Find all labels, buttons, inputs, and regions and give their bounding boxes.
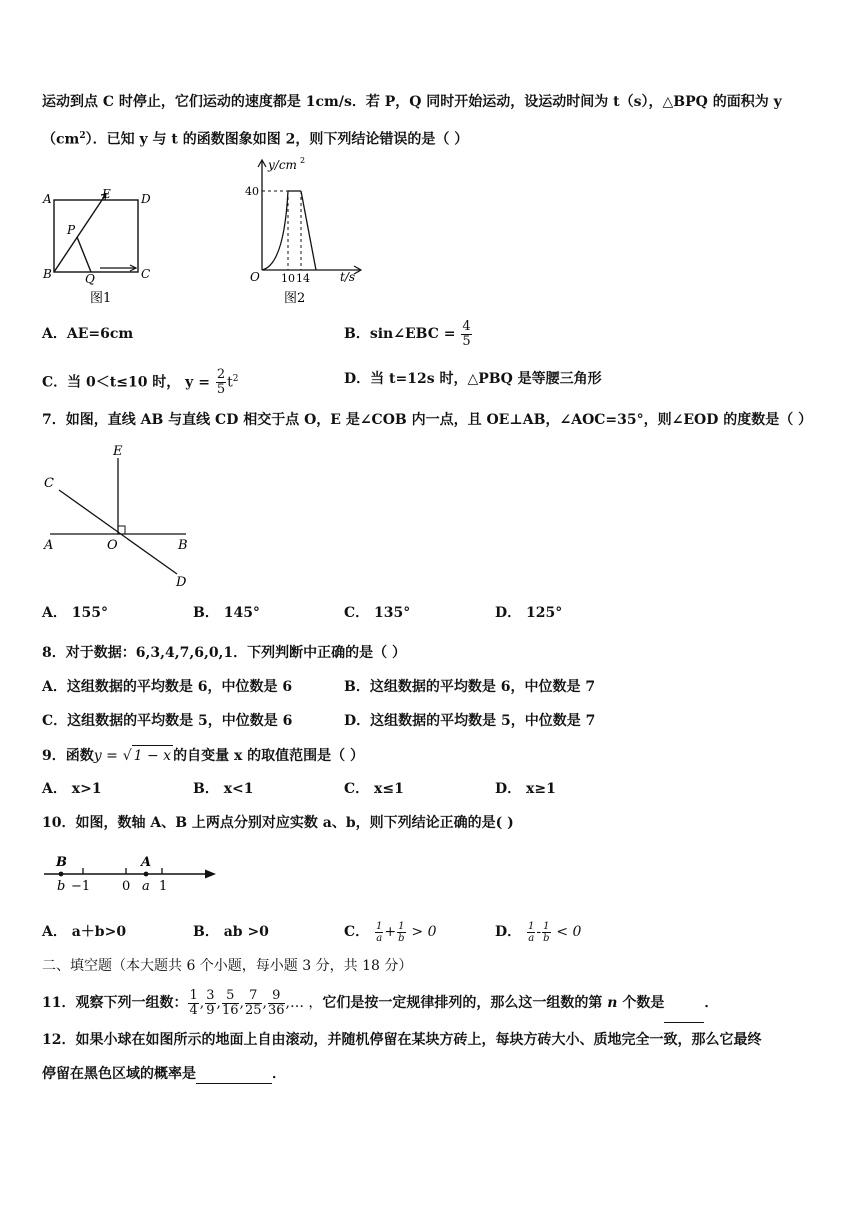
fig2-tick-40: 40 (245, 185, 259, 198)
q10-c-f2-den: b (398, 932, 405, 944)
q6-option-b (344, 314, 473, 354)
fig1-label-A: A (43, 192, 52, 206)
q11-fraction-den: 9 (206, 1002, 215, 1018)
q10-option-d-frac1 (527, 921, 535, 944)
q9-option-c: C． x≤1 (344, 781, 404, 797)
q10-option-c-frac2 (397, 921, 405, 944)
q10-option-d (495, 914, 581, 950)
q10-label-a: a (142, 879, 150, 894)
q10-d-f1-den: a (528, 932, 535, 944)
q9-option-d: D． x≥1 (495, 781, 556, 797)
fig2-tick-10: 10 (281, 272, 295, 285)
q6-option-c-den: 5 (216, 382, 226, 398)
q6-option-b-num: 4 (462, 318, 471, 334)
q11-fraction (205, 989, 215, 1018)
q6-figure-2 (240, 155, 370, 335)
q10-d-f2-num: 1 (543, 920, 550, 932)
q11-comma: , (262, 995, 267, 1011)
q12-line2-text: 停留在黑色区域的概率是 (42, 1066, 196, 1082)
q6-line1: 运动到点 C 时停止，它们运动的速度都是 1cm/s．若 P，Q 同时开始运动，设运动时间为 t（s），△BPQ 的面积为 y (42, 94, 782, 110)
q6-line2 (42, 126, 468, 150)
q10-d-post: < 0 (556, 924, 582, 940)
q8-option-b: B．这组数据的平均数是 6，中位数是 7 (344, 679, 596, 695)
q11-pre: 11．观察下列一组数： (42, 995, 188, 1011)
q7-label-C: C (44, 476, 54, 491)
q7-stem: 7．如图，直线 AB 与直线 CD 相交于点 O，E 是∠COB 内一点，且 OE⊥AB，∠AOC=35°，则∠EOD 的度数是（ ） (42, 412, 813, 428)
q6-option-c-t: t (227, 374, 233, 391)
q6-option-a: A．AE=6cm (42, 326, 134, 342)
q7-label-D: D (176, 575, 187, 590)
q11-end: ． (704, 995, 719, 1011)
q12-end: ． (272, 1066, 286, 1082)
q10-tick-1: 1 (159, 879, 168, 894)
q11-fraction-den: 25 (244, 1002, 262, 1018)
q11-post-b: 个数是 (617, 995, 665, 1011)
q12-line1: 12．如果小球在如图所示的地面上自由滚动，并随机停留在某块方砖上，每块方砖大小、质地完全一致，那么它最终 (42, 1032, 762, 1048)
fig2-xlabel: t/s (340, 270, 356, 284)
q11-comma: , (216, 995, 221, 1011)
q11-fraction-num: 9 (268, 989, 285, 1004)
q11-fraction (222, 989, 239, 1018)
q11-fraction-num: 3 (206, 987, 215, 1003)
q12-answer-blank[interactable] (196, 1065, 272, 1084)
fig2-origin: O (250, 270, 260, 284)
q10-option-d-label: D． (495, 924, 522, 940)
q10-c-op: + (384, 924, 397, 940)
q8-option-c: C．这组数据的平均数是 5，中位数是 6 (42, 713, 293, 729)
q10-stem: 10．如图，数轴 A、B 上两点分别对应实数 a、b，则下列结论正确的是( ) (42, 815, 514, 831)
q11-fraction-den: 36 (267, 1002, 285, 1018)
q7-label-A: A (44, 538, 54, 553)
fig1-label-C: C (141, 267, 151, 281)
q12-line2 (42, 1064, 286, 1084)
q6-option-c-num: 2 (216, 367, 226, 383)
q7-figure (40, 440, 200, 595)
q10-c-f1-num: 1 (376, 920, 383, 932)
q11-answer-blank[interactable] (664, 998, 704, 1023)
q11-fraction-den: 16 (221, 1002, 239, 1018)
q6-option-c-fraction (216, 368, 226, 397)
q8-option-d: D．这组数据的平均数是 5，中位数是 7 (344, 713, 596, 729)
q9-stem-pre: 9．函数 (42, 748, 94, 764)
q6-option-c (42, 359, 238, 403)
fig2-ylabel-sup: 2 (300, 156, 306, 165)
q11-fraction (245, 989, 262, 1018)
q10-number-line (40, 850, 225, 898)
fig2-caption: 图2 (284, 291, 306, 306)
q7-option-a: A． 155° (42, 605, 108, 621)
fig1-label-E: E (102, 187, 111, 201)
q9-option-b: B． x<1 (193, 781, 254, 797)
q6-line2-b: ）．已知 y 与 t 的函数图象如图 2，则下列结论错误的是（ ） (85, 131, 469, 148)
q11-n: n (607, 995, 618, 1011)
q11-post-a: 它们是按一定规律排列的，那么这一组数的第 (322, 995, 608, 1011)
q6-option-b-text: B．sin∠EBC = (344, 326, 456, 342)
q7-label-O: O (107, 538, 118, 553)
q6-option-c-sup: 2 (232, 374, 239, 384)
fig2-ylabel: y/cm (268, 158, 297, 172)
q11-fraction (188, 989, 198, 1018)
q10-d-f1-num: 1 (528, 920, 535, 932)
q7-label-B: B (178, 538, 188, 553)
q10-option-a: A． a＋b>0 (42, 924, 127, 940)
q7-option-d: D． 125° (495, 605, 563, 621)
q9-option-a: A． x>1 (42, 781, 102, 797)
q6-option-c-text: C．当 0＜t≤10 时， y = (42, 374, 210, 391)
q9-stem: 9．函数y = √ 1 − x 的自变量 x 的取值范围是（ ） (42, 745, 364, 766)
q8-stem: 8．对于数据：6,3,4,7,6,0,1．下列判断中正确的是（ ） (42, 645, 407, 661)
q10-c-f2-num: 1 (398, 920, 405, 932)
q6-option-d: D．当 t=12s 时，△PBQ 是等腰三角形 (344, 371, 602, 387)
q7-option-b: B． 145° (193, 605, 260, 621)
q11-comma: , (239, 995, 244, 1011)
q10-option-b: B． ab >0 (193, 924, 269, 940)
q10-option-d-frac2 (542, 921, 550, 944)
q7-option-c: C． 135° (344, 605, 411, 621)
q11-ellipsis: ,… ， (285, 995, 323, 1011)
q10-c-f1-den: a (376, 932, 383, 944)
q6-option-b-fraction (461, 320, 471, 349)
q8-option-a: A．这组数据的平均数是 6，中位数是 6 (42, 679, 293, 695)
q11-fraction (268, 989, 285, 1018)
q9-func-y: y = (93, 748, 118, 764)
fig1-label-P: P (67, 223, 76, 237)
fig1-label-D: D (141, 192, 151, 206)
q10-d-f2-den: b (543, 932, 550, 944)
q10-option-c-label: C． (344, 924, 370, 940)
q10-option-c-frac1 (375, 921, 383, 944)
fig2-tick-14: 14 (296, 272, 310, 285)
q7-label-E: E (113, 444, 123, 459)
q11-fraction-num: 5 (222, 989, 239, 1004)
q11-fraction-den: 4 (189, 1002, 198, 1018)
q10-c-post: > 0 (411, 924, 437, 940)
q10-label-b: b (57, 879, 66, 894)
fig1-label-Q: Q (85, 272, 95, 286)
q10-tick-0: 0 (122, 879, 131, 894)
q11-fraction-list (187, 987, 285, 1018)
q10-tick-minus1: −1 (71, 879, 91, 894)
q11-fraction-num: 1 (189, 987, 198, 1003)
q9-stem-post: 的自变量 x 的取值范围是（ ） (173, 748, 365, 764)
q10-option-c (344, 914, 436, 950)
section-2-heading: 二、填空题（本大题共 6 个小题，每小题 3 分，共 18 分） (42, 958, 413, 974)
q10-d-op: - (536, 924, 542, 940)
q11-comma: , (199, 995, 205, 1011)
fig1-caption: 图1 (90, 291, 112, 306)
q11-fraction-num: 7 (245, 989, 262, 1004)
q9-func-radicand: 1 − x (132, 745, 173, 766)
q10-label-A: A (141, 855, 152, 870)
q6-line2-sup: 2 (79, 131, 86, 141)
q6-figure-1 (40, 180, 170, 310)
q10-label-B: B (56, 855, 67, 870)
q6-option-b-den: 5 (462, 333, 471, 349)
q11-stem (42, 983, 718, 1023)
fig1-label-B: B (43, 267, 52, 281)
q6-line2-a: （cm (42, 131, 80, 148)
